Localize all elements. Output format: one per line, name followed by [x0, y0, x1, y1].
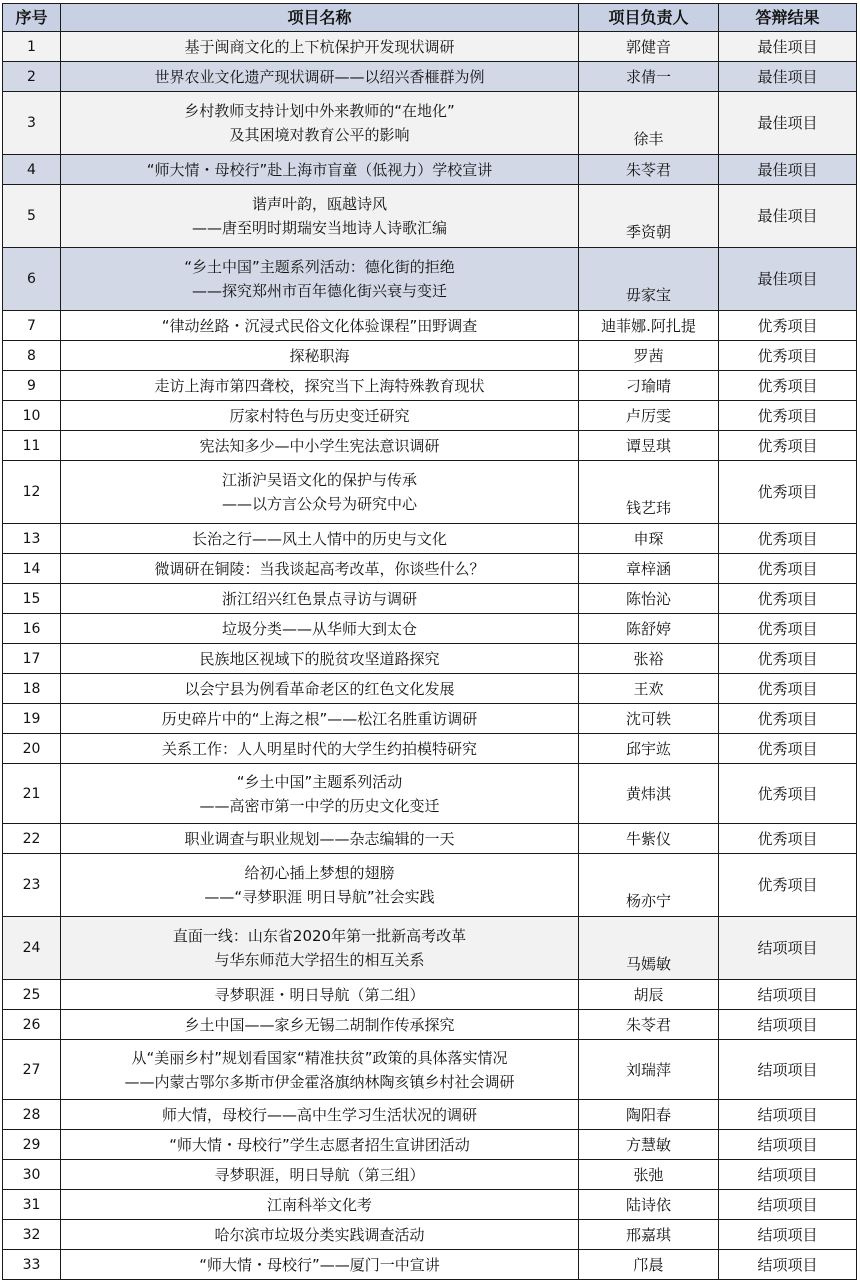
row-number: 21 [3, 764, 61, 824]
project-name-line: 民族地区视域下的脱贫攻坚道路探究 [199, 649, 440, 668]
header-result: 答辩结果 [719, 4, 857, 32]
project-name-line: 与华东师范大学招生的相互关系 [214, 951, 425, 969]
project-name [61, 764, 579, 824]
project-name-line: 历史碎片中的“上海之根”——松江名胜重访调研 [161, 709, 478, 728]
row-number: 28 [3, 1100, 61, 1130]
project-leader: 求倩一 [579, 62, 719, 92]
row-number: 20 [3, 734, 61, 764]
project-leader: 谭昱琪 [579, 431, 719, 461]
project-leader: 陶阳春 [579, 1100, 719, 1130]
project-leader: 钱艺玮 [579, 461, 719, 524]
row-number: 24 [3, 917, 61, 980]
project-leader: 迪菲娜.阿扎提 [579, 311, 719, 341]
table-row [3, 185, 857, 248]
row-number: 29 [3, 1130, 61, 1160]
project-name-line: ——“寻梦职涯 明日导航”社会实践 [204, 888, 435, 906]
table-row [3, 311, 857, 341]
row-number: 23 [3, 854, 61, 917]
project-name [61, 854, 579, 917]
defense-result: 最佳项目 [719, 248, 857, 311]
project-leader: 刘瑞萍 [579, 1040, 719, 1100]
project-leader: 王欢 [579, 674, 719, 704]
project-leader: 朱苓君 [579, 155, 719, 185]
project-name [61, 1010, 579, 1040]
defense-result: 结项项目 [719, 1220, 857, 1250]
table-row [3, 614, 857, 644]
defense-result: 最佳项目 [719, 62, 857, 92]
project-leader: 马嫣敏 [579, 917, 719, 980]
table-row [3, 431, 857, 461]
defense-result: 结项项目 [719, 1100, 857, 1130]
project-name [61, 554, 579, 584]
project-leader: 邢嘉琪 [579, 1220, 719, 1250]
project-name-line: 探秘职海 [289, 346, 350, 365]
project-name [61, 1250, 579, 1280]
table-row [3, 1010, 857, 1040]
table-row [3, 1130, 857, 1160]
table-row [3, 584, 857, 614]
project-name-line: 寻梦职涯・明日导航（第二组） [214, 985, 425, 1004]
project-name [61, 155, 579, 185]
project-name [61, 1100, 579, 1130]
project-name [61, 371, 579, 401]
row-number: 19 [3, 704, 61, 734]
project-name-line: “乡土中国”主题系列活动 [236, 772, 403, 791]
project-name [61, 185, 579, 248]
row-number: 25 [3, 980, 61, 1010]
table-row [3, 1160, 857, 1190]
defense-result: 优秀项目 [719, 584, 857, 614]
table-row [3, 980, 857, 1010]
defense-result: 优秀项目 [719, 311, 857, 341]
project-name [61, 32, 579, 62]
table-row [3, 371, 857, 401]
defense-result: 结项项目 [719, 980, 857, 1010]
defense-result: 最佳项目 [719, 155, 857, 185]
project-name-line: 乡土中国——家乡无锡二胡制作传承探究 [184, 1015, 455, 1034]
defense-result: 结项项目 [719, 1040, 857, 1100]
project-leader: 毋家宝 [579, 248, 719, 311]
project-leader: 牛紫仪 [579, 824, 719, 854]
table-row [3, 155, 857, 185]
project-name-line: 江南科举文化考 [266, 1195, 372, 1214]
project-name-line: 走访上海市第四聋校，探究当下上海特殊教育现状 [154, 376, 485, 395]
project-name-line: ——内蒙古鄂尔多斯市伊金霍洛旗纳林陶亥镇乡村社会调研 [124, 1072, 515, 1091]
project-name-line: 及其困境对教育公平的影响 [229, 126, 410, 144]
table-row [3, 764, 857, 824]
project-name [61, 917, 579, 980]
project-leader: 朱苓君 [579, 1010, 719, 1040]
project-leader: 郭健音 [579, 32, 719, 62]
row-number: 26 [3, 1010, 61, 1040]
project-name [61, 311, 579, 341]
project-name [61, 401, 579, 431]
row-number: 7 [3, 311, 61, 341]
row-number: 8 [3, 341, 61, 371]
project-leader: 张弛 [579, 1160, 719, 1190]
row-number: 2 [3, 62, 61, 92]
header-row [3, 4, 857, 32]
header-no: 序号 [3, 4, 61, 32]
defense-result: 最佳项目 [719, 32, 857, 62]
row-number: 4 [3, 155, 61, 185]
project-name-line: ——探究郑州市百年德化街兴衰与变迁 [191, 282, 447, 300]
row-number: 17 [3, 644, 61, 674]
row-number: 3 [3, 92, 61, 155]
defense-result: 优秀项目 [719, 614, 857, 644]
defense-result: 优秀项目 [719, 461, 857, 524]
project-name [61, 584, 579, 614]
project-name [61, 1040, 579, 1100]
project-name [61, 62, 579, 92]
defense-result: 优秀项目 [719, 554, 857, 584]
row-number: 15 [3, 584, 61, 614]
project-leader: 方慧敏 [579, 1130, 719, 1160]
table-row [3, 1040, 857, 1100]
project-name-line: 乡村教师支持计划中外来教师的“在地化” [184, 102, 455, 120]
project-name-line: 职业调查与职业规划——杂志编辑的一天 [184, 829, 455, 848]
table-row [3, 461, 857, 524]
project-name-line: 谐声叶韵，瓯越诗风 [251, 195, 387, 213]
project-name [61, 824, 579, 854]
project-name-line: “师大情・母校行”赴上海市盲童（低视力）学校宣讲 [146, 160, 493, 179]
project-leader: 杨亦宁 [579, 854, 719, 917]
project-name-line: 浙江绍兴红色景点寻访与调研 [221, 589, 417, 608]
row-number: 11 [3, 431, 61, 461]
project-name-line: ——高密市第一中学的历史文化变迁 [199, 796, 440, 815]
project-leader: 黄炜淇 [579, 764, 719, 824]
project-name [61, 980, 579, 1010]
project-name-line: “律动丝路・沉浸式民俗文化体验课程”田野调查 [161, 316, 478, 335]
defense-result: 结项项目 [719, 1160, 857, 1190]
project-name [61, 341, 579, 371]
project-leader: 胡辰 [579, 980, 719, 1010]
project-leader: 罗茜 [579, 341, 719, 371]
defense-result: 优秀项目 [719, 854, 857, 917]
project-name-line: “乡土中国”主题系列活动：德化街的拒绝 [184, 258, 455, 276]
defense-result: 最佳项目 [719, 185, 857, 248]
defense-result: 优秀项目 [719, 401, 857, 431]
row-number: 10 [3, 401, 61, 431]
row-number: 6 [3, 248, 61, 311]
project-leader: 邱宇竑 [579, 734, 719, 764]
table-row [3, 341, 857, 371]
project-leader: 张裕 [579, 644, 719, 674]
table-row [3, 62, 857, 92]
table-row [3, 524, 857, 554]
defense-result: 结项项目 [719, 1130, 857, 1160]
table-row [3, 401, 857, 431]
project-leader: 陈怡沁 [579, 584, 719, 614]
project-name-line: “师大情・母校行”——厦门一中宣讲 [199, 1255, 440, 1274]
table-row [3, 554, 857, 584]
row-number: 33 [3, 1250, 61, 1280]
project-name-line: 以会宁县为例看革命老区的红色文化发展 [184, 679, 455, 698]
row-number: 1 [3, 32, 61, 62]
table-row [3, 704, 857, 734]
row-number: 27 [3, 1040, 61, 1100]
project-name-line: “师大情・母校行”学生志愿者招生宣讲团活动 [169, 1135, 470, 1154]
table-row [3, 734, 857, 764]
row-number: 16 [3, 614, 61, 644]
defense-result: 优秀项目 [719, 824, 857, 854]
defense-result: 优秀项目 [719, 371, 857, 401]
defense-result: 结项项目 [719, 917, 857, 980]
table-body [3, 32, 857, 1280]
table-row [3, 854, 857, 917]
defense-result: 结项项目 [719, 1190, 857, 1220]
project-name-line: 给初心插上梦想的翅膀 [244, 864, 395, 882]
project-name [61, 1160, 579, 1190]
project-name-line: 世界农业文化遗产现状调研——以绍兴香榧群为例 [154, 67, 485, 86]
project-leader: 沈可轶 [579, 704, 719, 734]
project-name-line: 江浙沪吴语文化的保护与传承 [221, 471, 417, 489]
project-results-table [2, 3, 857, 1280]
project-name [61, 92, 579, 155]
project-leader: 季资朝 [579, 185, 719, 248]
project-name-line: 垃圾分类——从华师大到太仓 [221, 619, 417, 638]
table-row [3, 674, 857, 704]
defense-result: 优秀项目 [719, 704, 857, 734]
defense-result: 优秀项目 [719, 341, 857, 371]
defense-result: 优秀项目 [719, 674, 857, 704]
defense-result: 优秀项目 [719, 524, 857, 554]
table-row [3, 1190, 857, 1220]
project-name [61, 461, 579, 524]
project-name [61, 1190, 579, 1220]
row-number: 12 [3, 461, 61, 524]
project-name [61, 734, 579, 764]
defense-result: 优秀项目 [719, 431, 857, 461]
table-row [3, 917, 857, 980]
header-leader: 项目负责人 [579, 4, 719, 32]
project-name-line: 基于闽商文化的上下杭保护开发现状调研 [184, 37, 455, 56]
defense-result: 最佳项目 [719, 92, 857, 155]
defense-result: 优秀项目 [719, 734, 857, 764]
table-row [3, 1220, 857, 1250]
table-row [3, 1250, 857, 1280]
defense-result: 结项项目 [719, 1010, 857, 1040]
project-name-line: 直面一线：山东省2020年第一批新高考改革 [172, 927, 467, 945]
project-name [61, 431, 579, 461]
row-number: 13 [3, 524, 61, 554]
project-leader: 陈舒婷 [579, 614, 719, 644]
project-name-line: 哈尔滨市垃圾分类实践调查活动 [214, 1225, 425, 1244]
project-name [61, 1130, 579, 1160]
project-name-line: 关系工作：人人明星时代的大学生约拍模特研究 [161, 739, 477, 758]
project-name-line: 长治之行——风土人情中的历史与文化 [191, 529, 447, 548]
project-name-line: 寻梦职涯，明日导航（第三组） [214, 1165, 425, 1184]
project-leader: 徐丰 [579, 92, 719, 155]
project-name [61, 674, 579, 704]
project-name-line: 从“美丽乡村”规划看国家“精准扶贫”政策的具体落实情况 [131, 1048, 508, 1067]
project-name [61, 704, 579, 734]
project-name [61, 524, 579, 554]
row-number: 30 [3, 1160, 61, 1190]
project-name-line: 宪法知多少—中小学生宪法意识调研 [199, 436, 440, 455]
table-row [3, 32, 857, 62]
defense-result: 优秀项目 [719, 644, 857, 674]
row-number: 18 [3, 674, 61, 704]
project-leader: 卢厉雯 [579, 401, 719, 431]
table-row [3, 248, 857, 311]
table-row [3, 92, 857, 155]
project-name [61, 248, 579, 311]
project-leader: 邝晨 [579, 1250, 719, 1280]
defense-result: 结项项目 [719, 1250, 857, 1280]
row-number: 31 [3, 1190, 61, 1220]
row-number: 32 [3, 1220, 61, 1250]
project-name-line: 微调研在铜陵：当我谈起高考改革，你谈些什么？ [154, 559, 485, 578]
table-row [3, 824, 857, 854]
project-name [61, 644, 579, 674]
project-leader: 申琛 [579, 524, 719, 554]
project-leader: 章梓涵 [579, 554, 719, 584]
row-number: 5 [3, 185, 61, 248]
table-row [3, 644, 857, 674]
project-leader: 陆诗依 [579, 1190, 719, 1220]
row-number: 14 [3, 554, 61, 584]
project-leader: 刁瑜晴 [579, 371, 719, 401]
project-name-line: 厉家村特色与历史变迁研究 [229, 406, 410, 425]
row-number: 22 [3, 824, 61, 854]
defense-result: 优秀项目 [719, 764, 857, 824]
project-name-line: 师大情，母校行——高中生学习生活状况的调研 [161, 1105, 477, 1124]
project-name [61, 614, 579, 644]
project-name-line: ——以方言公众号为研究中心 [221, 495, 417, 513]
header-name: 项目名称 [61, 4, 579, 32]
row-number: 9 [3, 371, 61, 401]
project-name [61, 1220, 579, 1250]
table-row [3, 1100, 857, 1130]
project-name-line: ——唐至明时期瑞安当地诗人诗歌汇编 [191, 219, 447, 237]
